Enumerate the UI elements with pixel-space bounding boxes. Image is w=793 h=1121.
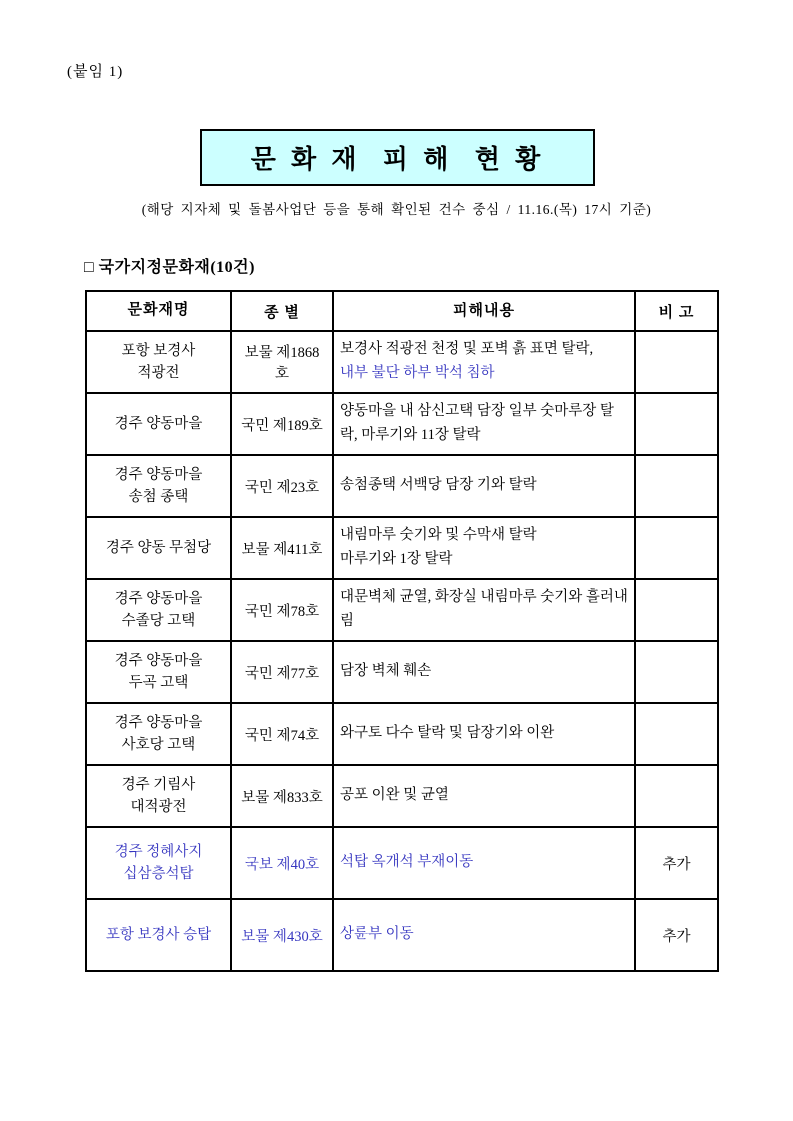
heritage-name-line: 경주 양동마을 (114, 714, 203, 731)
damage-line: 석탑 옥개석 부재이동 (340, 854, 474, 871)
damage-line: 보경사 적광전 천정 및 포벽 흙 표면 탈락, (340, 341, 594, 358)
heritage-name-line: 경주 양동마을 (114, 415, 203, 432)
damage-line: 상륜부 이동 (340, 926, 414, 943)
table-row (86, 455, 718, 517)
attachment-label: (붙임 1) (67, 64, 124, 80)
damage-cell (333, 641, 635, 703)
category-cell: 보물 제833호 (231, 765, 333, 827)
heritage-name-cell (86, 517, 231, 579)
table-header (86, 291, 718, 331)
damage-cell (333, 455, 635, 517)
damage-cell (333, 703, 635, 765)
table-row (86, 331, 718, 393)
heritage-name-line: 수졸당 고택 (121, 613, 196, 629)
damage-line: 양동마을 내 삼신고택 담장 일부 숫마루장 탈락, 마루기와 11장 탈락 (340, 403, 614, 443)
heritage-name-cell (86, 331, 231, 393)
damage-line: 마루기와 1장 탈락 (340, 551, 453, 567)
table-row (86, 827, 718, 899)
damage-cell (333, 765, 635, 827)
heritage-name-cell (86, 703, 231, 765)
note-cell (635, 641, 718, 703)
heritage-name-line: 적광전 (137, 365, 180, 381)
damage-cell (333, 827, 635, 899)
heritage-name-cell (86, 641, 231, 703)
damage-cell (333, 899, 635, 971)
section-heading: □ 국가지정문화재(10건) (84, 259, 255, 276)
category-cell: 보물 제430호 (231, 899, 333, 971)
heritage-name-cell (86, 579, 231, 641)
table-row (86, 641, 718, 703)
heritage-name-cell (86, 899, 231, 971)
heritage-name-line: 경주 양동마을 (114, 466, 203, 483)
heritage-name-line: 경주 양동 무첨당 (105, 539, 212, 556)
title-box (200, 129, 595, 186)
heritage-name-cell (86, 765, 231, 827)
category-cell: 보물 제411호 (231, 517, 333, 579)
note-cell: 추가 (635, 899, 718, 971)
heritage-name-line: 포항 보경사 (121, 342, 196, 359)
table-row (86, 517, 718, 579)
heritage-name-cell (86, 393, 231, 455)
header-row (86, 291, 718, 331)
heritage-name-line: 경주 양동마을 (114, 652, 203, 669)
damage-line: 내림마루 숫기와 및 수막새 탈락 (340, 527, 537, 544)
damage-cell (333, 331, 635, 393)
heritage-name-cell (86, 455, 231, 517)
note-cell (635, 765, 718, 827)
damage-cell (333, 393, 635, 455)
damage-cell (333, 579, 635, 641)
damage-line: 담장 벽체 훼손 (340, 663, 432, 680)
header-category: 종 별 (231, 291, 333, 331)
heritage-name-line: 대적광전 (130, 799, 187, 815)
heritage-name-line: 십삼층석탑 (123, 866, 194, 882)
note-cell (635, 579, 718, 641)
heritage-name-line: 경주 기림사 (121, 776, 196, 793)
heritage-name-line: 경주 양동마을 (114, 590, 203, 607)
damage-line: 송첨종택 서백당 담장 기와 탈락 (340, 477, 537, 494)
heritage-name-line: 두곡 고택 (128, 675, 189, 691)
heritage-name-line: 송첨 종택 (128, 489, 189, 505)
category-cell: 국민 제189호 (231, 393, 333, 455)
note-cell (635, 517, 718, 579)
heritage-name-line: 사호당 고택 (121, 737, 196, 753)
note-cell (635, 393, 718, 455)
table-row (86, 703, 718, 765)
heritage-name-cell (86, 827, 231, 899)
damage-line: 공포 이완 및 균열 (340, 787, 449, 804)
table-row (86, 393, 718, 455)
category-cell: 국민 제23호 (231, 455, 333, 517)
damage-cell (333, 517, 635, 579)
header-heritage-name: 문화재명 (86, 291, 231, 331)
category-cell: 국보 제40호 (231, 827, 333, 899)
category-cell: 국민 제78호 (231, 579, 333, 641)
damage-line: 와구토 다수 탈락 및 담장기와 이완 (340, 725, 555, 742)
heritage-name-line: 포항 보경사 승탑 (105, 926, 212, 943)
note-cell: 추가 (635, 827, 718, 899)
table-row (86, 765, 718, 827)
subtitle: (해당 지자체 및 돌봄사업단 등을 통해 확인된 건수 중심 / 11.16.(목) 17시 기준) (141, 202, 652, 217)
damage-line: 내부 불단 하부 박석 침하 (340, 365, 495, 381)
category-cell: 국민 제77호 (231, 641, 333, 703)
heritage-name-line: 경주 정혜사지 (114, 843, 203, 860)
damage-line: 대문벽체 균열, 화장실 내림마루 숫기와 흘러내림 (340, 589, 628, 629)
table-row (86, 899, 718, 971)
category-cell: 보물 제1868호 (231, 331, 333, 393)
heritage-damage-table (85, 290, 719, 972)
note-cell (635, 455, 718, 517)
table-body (86, 331, 718, 971)
category-cell: 국민 제74호 (231, 703, 333, 765)
header-damage: 피해내용 (333, 291, 635, 331)
note-cell (635, 703, 718, 765)
header-note: 비 고 (635, 291, 718, 331)
page-title: 문 화 재 피 해 현 황 (250, 144, 545, 174)
note-cell (635, 331, 718, 393)
table-row (86, 579, 718, 641)
